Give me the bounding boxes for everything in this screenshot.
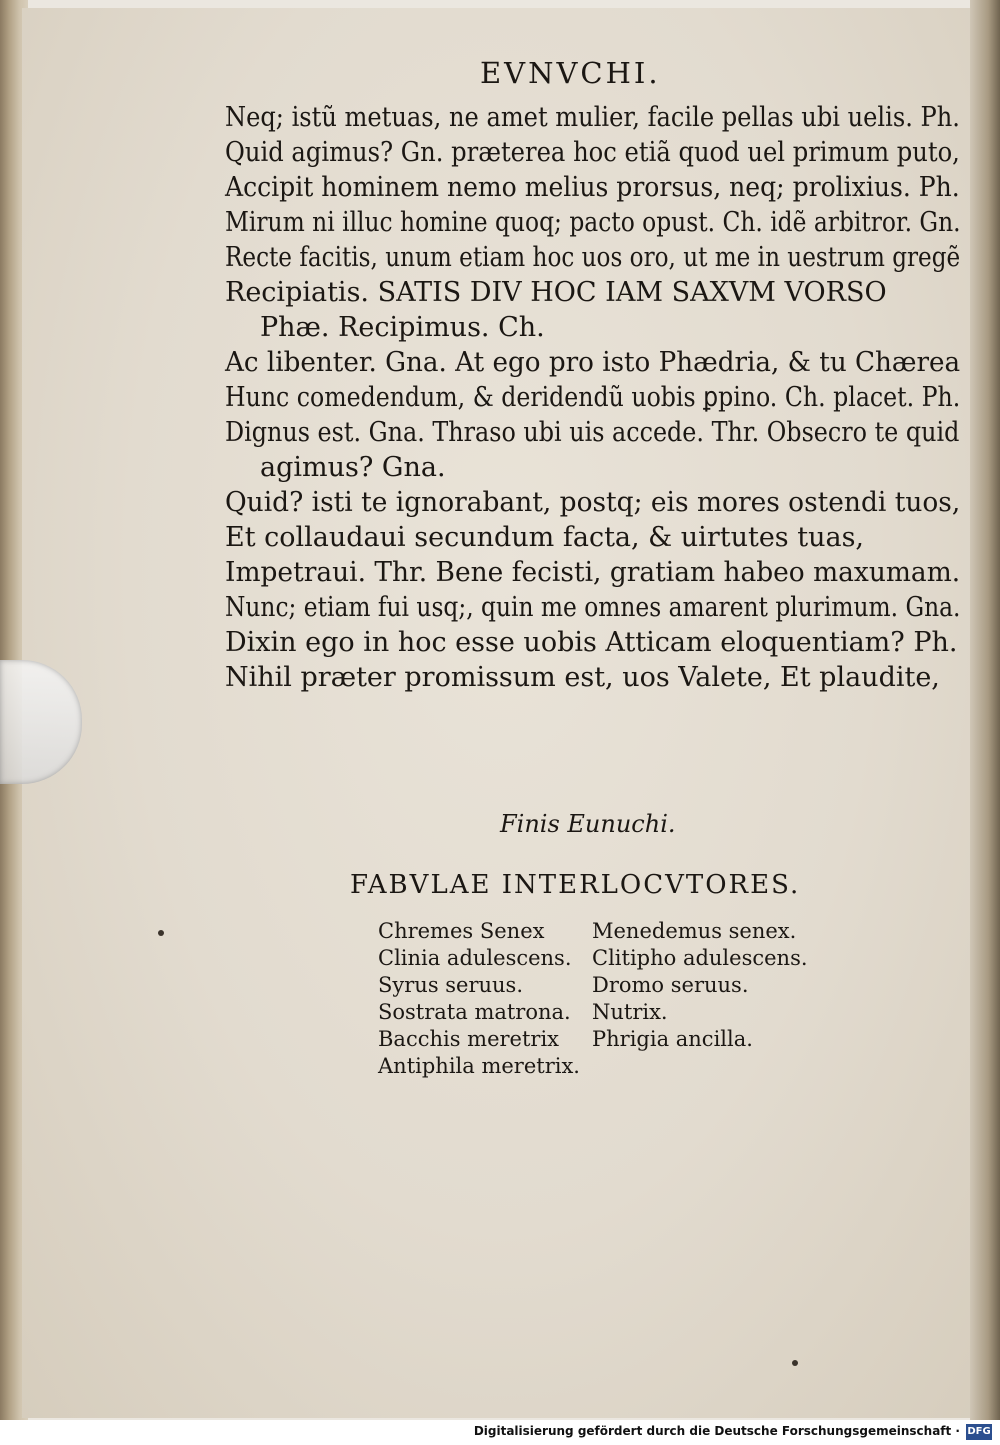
verse-line: Dixin ego in hoc esse uobis Atticam eloquentiam? Ph. xyxy=(225,627,958,658)
verse-line: Mirum ni illuc homine quoq; pacto opust. Ch. idẽ arbitror. Gn. xyxy=(225,207,961,238)
cast-member: Nutrix. xyxy=(592,1000,668,1024)
verse-line: Dignus est. Gna. Thraso ubi uis accede. Thr. Obsecro te quid xyxy=(225,417,960,448)
cast-list-right xyxy=(592,918,808,1053)
dfg-logo: DFG xyxy=(966,1424,992,1440)
cast-member: Clitipho adulescens. xyxy=(592,946,808,970)
verse-line: Ac libenter. Gna. At ego pro isto Phædria, & tu Chærea xyxy=(225,347,961,378)
verse-line: Neq; istũ metuas, ne amet mulier, facile pellas ubi uelis. Ph. xyxy=(225,102,960,133)
cast-member: Syrus seruus. xyxy=(378,973,524,997)
finis-line: Finis Eunuchi. xyxy=(500,810,676,838)
cast-member: Sostrata matrona. xyxy=(378,1000,571,1024)
verse-line: Recte facitis, unum etiam hoc uos oro, ut me in uestrum gregẽ xyxy=(225,242,961,273)
verse-line: Hunc comedendum, & deridendũ uobis ꝑpino. Ch. placet. Ph. xyxy=(225,382,961,413)
cast-list-left xyxy=(378,918,580,1080)
cast-member: Bacchis meretrix xyxy=(378,1027,560,1051)
ink-speck xyxy=(792,1360,798,1366)
verse-line: Quid? isti te ignorabant, postq; eis mores ostendi tuos, xyxy=(225,487,961,518)
verse-line: Et collaudaui secundum facta, & uirtutes tuas, xyxy=(225,522,865,553)
verse-line: Nihil præter promissum est, uos Valete, Et plaudite, xyxy=(225,662,940,693)
cast-member: Menedemus senex. xyxy=(592,919,797,943)
cast-member: Chremes Senex xyxy=(378,919,545,943)
verse-line: Phæ. Recipimus. Ch. xyxy=(260,312,545,343)
cast-member: Phrigia ancilla. xyxy=(592,1027,753,1051)
cast-member: Antiphila meretrix. xyxy=(378,1054,580,1078)
digitization-credit: Digitalisierung gefördert durch die Deutsche Forschungsgemeinschaft · xyxy=(473,1424,960,1438)
verse-line: Quid agimus? Gn. præterea hoc etiã quod uel primum puto, xyxy=(225,137,960,168)
cast-member: Dromo seruus. xyxy=(592,973,749,997)
verse-line: Recipiatis. SATIS DIV HOC IAM SAXVM VORSO xyxy=(225,277,887,308)
verse-lines xyxy=(225,100,960,695)
page-gutter-shadow xyxy=(970,0,1000,1420)
verse-line: Accipit hominem nemo melius prorsus, neq; prolixius. Ph. xyxy=(225,172,960,203)
running-header: EVNVCHI. xyxy=(480,56,661,90)
cast-member: Clinia adulescens. xyxy=(378,946,572,970)
cast-title: FABVLAE INTERLOCVTORES. xyxy=(350,870,801,900)
verse-line: Nunc; etiam fui usq;, quin me omnes amarent plurimum. Gna. xyxy=(225,592,961,623)
verse-line: agimus? Gna. xyxy=(260,452,446,483)
verse-line: Impetraui. Thr. Bene fecisti, gratiam habeo maxumam. xyxy=(225,557,961,588)
ink-speck xyxy=(158,930,164,936)
